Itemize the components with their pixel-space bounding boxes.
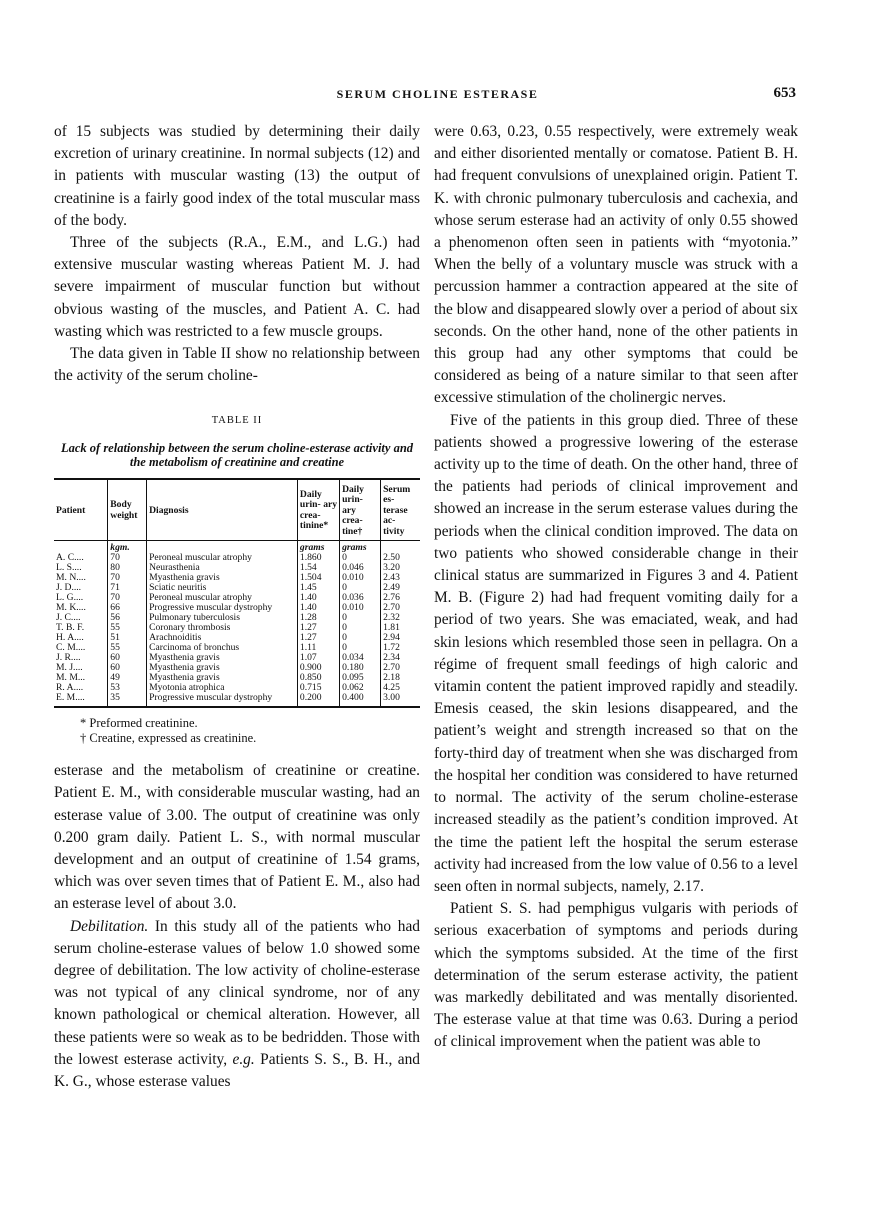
paragraph-text: Patients S. S., B. H., and K. G., whose esterase values bbox=[54, 1050, 420, 1090]
cell-esterase: 2.70 bbox=[381, 603, 420, 613]
cell-diagnosis: Carcinoma of bronchus bbox=[147, 643, 298, 653]
cell-diagnosis: Progressive muscular dystrophy bbox=[147, 693, 298, 707]
table-row bbox=[54, 693, 420, 707]
cell-creatine: 0 bbox=[340, 583, 381, 593]
cell-creatinine: 0.900 bbox=[297, 663, 339, 673]
cell-creatine: 0.010 bbox=[340, 573, 381, 583]
cell-creatinine: 1.54 bbox=[297, 563, 339, 573]
paragraph: The data given in Table II show no relationship between the activity of the serum choline- bbox=[54, 345, 420, 385]
data-table bbox=[54, 478, 420, 709]
cell-creatine: 0 bbox=[340, 633, 381, 643]
paragraph: Patient S. S. had pemphigus vulgaris with periods of serious exacerbation of symptoms and periods during which the symptoms subsided. At the time of the first determination of the serum esterase activity, the patient was markedly debilitated and was mentally disoriented. The esterase value at that time was 0.63. During a period of clinical improvement when the patient was able to bbox=[434, 900, 798, 1051]
table-ii bbox=[54, 410, 420, 708]
cell-diagnosis: Peroneal muscular atrophy bbox=[147, 553, 298, 563]
cell-diagnosis: Pulmonary tuberculosis bbox=[147, 613, 298, 623]
right-column bbox=[434, 121, 798, 1054]
cell-weight: 55 bbox=[108, 643, 147, 653]
table-footnotes bbox=[54, 716, 420, 746]
table-label: TABLE II bbox=[211, 415, 263, 427]
cell-weight: 55 bbox=[108, 623, 147, 633]
cell-patient: J. C.... bbox=[56, 612, 81, 624]
table-row bbox=[54, 663, 420, 673]
cell-creatine: 0.062 bbox=[340, 683, 381, 693]
table-row bbox=[54, 643, 420, 653]
cell-esterase: 1.81 bbox=[381, 623, 420, 633]
cell-weight: 60 bbox=[108, 663, 147, 673]
cell-weight: 70 bbox=[108, 553, 147, 563]
cell-diagnosis: Myasthenia gravis bbox=[147, 573, 298, 583]
cell-patient: A. C.... bbox=[56, 552, 84, 564]
cell-patient: R. A.... bbox=[56, 682, 84, 694]
paragraph: Three of the subjects (R.A., E.M., and L.G.) had extensive muscular wasting whereas Patient M. J. had severe impairment of muscular function but without obvious wasting of the muscles, and Patient A. C. had wasting which was restricted to a few muscle groups. bbox=[54, 234, 420, 340]
cell-diagnosis: Coronary thrombosis bbox=[147, 623, 298, 633]
cell-creatinine: 1.860 bbox=[297, 553, 339, 563]
cell-weight: 66 bbox=[108, 603, 147, 613]
footnote: * Preformed creatinine. bbox=[80, 716, 198, 731]
cell-weight: 56 bbox=[108, 613, 147, 623]
cell-weight: 53 bbox=[108, 683, 147, 693]
table-row bbox=[54, 553, 420, 563]
cell-weight: 49 bbox=[108, 673, 147, 683]
paragraph: esterase and the metabolism of creatinine or creatine. Patient E. M., with considerable muscular wasting, had an esterase value of 3.00. The output of creatinine was only 0.200 gram daily. Patient L. S., with normal muscular development and an output of creatinine of 1.54 grams, which was over seven times that of Patient E. M., also had an esterase level of about 3.0. bbox=[54, 762, 420, 913]
cell-diagnosis: Arachnoiditis bbox=[147, 633, 298, 643]
cell-patient: J. R.... bbox=[56, 652, 81, 664]
cell-diagnosis: Progressive muscular dystrophy bbox=[147, 603, 298, 613]
cell-patient: H. A.... bbox=[56, 632, 84, 644]
running-head bbox=[0, 87, 875, 107]
cell-esterase: 2.32 bbox=[381, 613, 420, 623]
cell-creatinine: 1.11 bbox=[297, 643, 339, 653]
col-header-diagnosis: Diagnosis bbox=[147, 479, 298, 541]
paragraph: Five of the patients in this group died. Three of these patients showed a progressive lowering of the esterase activity up to the time of death. On the other hand, three of the patients had periods of clinical improvement and showed an increase in the serum esterase values during the periods when the clinical condition improved. The data on two patients who showed considerable change in their clinical status are summarized in Figures 3 and 4. Patient M. B. (Figure 2) had had frequent vomiting daily for a period of two years. She was emaciated, weak, and had skin lesions which resembled those seen in pellagra. On a régime of frequent small feedings of high caloric and vitamin content the patient improved rapidly and steadily. Emesis ceased, the skin lesions disappeared, and the patient’s weight and strength increased so that on the forty-third day of treatment when she was discharged from the hospital her condition was considered to have returned to normal. The activity of the serum choline-esterase increased steadily as the patient’s condition improved. At the time the patient left the hospital the serum esterase activity had increased from the low value of 0.56 to a level seen often in normal subjects, namely, 2.17. bbox=[434, 411, 798, 895]
cell-creatine: 0.095 bbox=[340, 673, 381, 683]
table-header-row bbox=[54, 479, 420, 541]
cell-creatinine: 1.27 bbox=[297, 623, 339, 633]
cell-creatinine: 1.40 bbox=[297, 603, 339, 613]
cell-weight: 80 bbox=[108, 563, 147, 573]
unit-body-weight: kgm. bbox=[108, 541, 147, 554]
cell-creatine: 0.180 bbox=[340, 663, 381, 673]
cell-diagnosis: Myasthenia gravis bbox=[147, 663, 298, 673]
cell-diagnosis: Myotonia atrophica bbox=[147, 683, 298, 693]
paragraph-text: In this study all of the patients who had serum choline-esterase values of below 1.0 showed some degree of debilitation. The low activity of choline-esterase was not typical of any clinical syndrome, nor of any known pathological or chemical alteration. However, all these patients were so weak as to be bedridden. Those with the lowest esterase activity, bbox=[54, 917, 420, 1068]
cell-diagnosis: Sciatic neuritis bbox=[147, 583, 298, 593]
table-row bbox=[54, 673, 420, 683]
cell-esterase: 1.72 bbox=[381, 643, 420, 653]
cell-creatine: 0.400 bbox=[340, 693, 381, 707]
table-row bbox=[54, 653, 420, 663]
running-title: SERUM CHOLINE ESTERASE bbox=[336, 87, 539, 101]
cell-esterase: 2.43 bbox=[381, 573, 420, 583]
cell-esterase: 2.49 bbox=[381, 583, 420, 593]
abbreviation: e.g. bbox=[232, 1050, 255, 1068]
unit-creatinine: grams bbox=[297, 541, 339, 554]
cell-diagnosis: Myasthenia gravis bbox=[147, 673, 298, 683]
table-row bbox=[54, 563, 420, 573]
col-header-body-weight: Body weight bbox=[108, 479, 147, 541]
cell-patient: M. N.... bbox=[56, 572, 86, 584]
paragraph bbox=[54, 916, 420, 1094]
cell-creatine: 0.010 bbox=[340, 603, 381, 613]
col-header-creatinine: Daily urin- ary crea- tinine* bbox=[297, 479, 339, 541]
cell-esterase: 2.94 bbox=[381, 633, 420, 643]
paragraph: were 0.63, 0.23, 0.55 respectively, were extremely weak and either disoriented mentally or comatose. Patient B. H. had frequent convulsions of unexplained origin. Patient T. K. with chronic pulmonary tuberculosis and cachexia, and whose serum esterase had an activity of only 0.55 showed a phenomenon often seen in patients with “myotonia.” When the belly of a voluntary muscle was struck with a percussion hammer a contraction appeared at the site of the blow and disappeared slowly over a period of about six seconds. On the other hand, none of the other patients in this group had any other symptoms that could be considered as being of a nature similar to that seen after excessive stimulation of the cholinergic nerves. bbox=[434, 123, 798, 407]
cell-patient: J. D.... bbox=[56, 582, 82, 594]
cell-esterase: 3.20 bbox=[381, 563, 420, 573]
cell-creatine: 0 bbox=[340, 553, 381, 563]
cell-creatinine: 0.715 bbox=[297, 683, 339, 693]
cell-patient: C. M.... bbox=[56, 642, 86, 654]
cell-esterase: 2.34 bbox=[381, 653, 420, 663]
cell-patient: M. J.... bbox=[56, 662, 83, 674]
cell-creatine: 0.046 bbox=[340, 563, 381, 573]
cell-creatinine: 1.28 bbox=[297, 613, 339, 623]
col-header-patient: Patient bbox=[54, 479, 108, 541]
cell-creatinine: 0.200 bbox=[297, 693, 339, 707]
cell-patient: T. B. F. bbox=[56, 622, 85, 634]
cell-creatinine: 1.504 bbox=[297, 573, 339, 583]
col-header-creatine: Daily urin- ary crea- tine† bbox=[340, 479, 381, 541]
footnote: † Creatine, expressed as creatinine. bbox=[80, 731, 257, 746]
cell-creatinine: 1.07 bbox=[297, 653, 339, 663]
cell-creatine: 0.036 bbox=[340, 593, 381, 603]
cell-creatinine: 1.40 bbox=[297, 593, 339, 603]
cell-esterase: 2.76 bbox=[381, 593, 420, 603]
cell-diagnosis: Neurasthenia bbox=[147, 563, 298, 573]
cell-weight: 70 bbox=[108, 593, 147, 603]
cell-patient: M. K.... bbox=[56, 602, 86, 614]
unit-creatine: grams bbox=[340, 541, 381, 554]
cell-creatine: 0 bbox=[340, 613, 381, 623]
cell-esterase: 4.25 bbox=[381, 683, 420, 693]
cell-weight: 51 bbox=[108, 633, 147, 643]
section-run-in-heading: Debilitation. bbox=[70, 917, 149, 935]
cell-creatinine: 1.27 bbox=[297, 633, 339, 643]
cell-esterase: 2.50 bbox=[381, 553, 420, 563]
cell-creatinine: 1.45 bbox=[297, 583, 339, 593]
cell-creatine: 0 bbox=[340, 623, 381, 633]
cell-diagnosis: Peroneal muscular atrophy bbox=[147, 593, 298, 603]
cell-weight: 70 bbox=[108, 573, 147, 583]
cell-weight: 71 bbox=[108, 583, 147, 593]
cell-esterase: 2.70 bbox=[381, 663, 420, 673]
cell-esterase: 2.18 bbox=[381, 673, 420, 683]
paragraph: of 15 subjects was studied by determining their daily excretion of urinary creatinine. In normal subjects (12) and in patients with muscular wasting (13) the output of creatinine is a fairly good index of the total muscular mass of the body. bbox=[54, 123, 420, 229]
cell-patient: M. M... bbox=[56, 672, 86, 684]
cell-patient: E. M.... bbox=[54, 693, 108, 707]
col-header-esterase: Serum es- terase ac- tivity bbox=[381, 479, 420, 541]
cell-creatinine: 0.850 bbox=[297, 673, 339, 683]
cell-creatine: 0.034 bbox=[340, 653, 381, 663]
cell-esterase: 3.00 bbox=[381, 693, 420, 707]
cell-patient: L. S.... bbox=[56, 562, 82, 574]
cell-creatine: 0 bbox=[340, 643, 381, 653]
cell-weight: 60 bbox=[108, 653, 147, 663]
table-row bbox=[54, 573, 420, 583]
table-caption: Lack of relationship between the serum choline-esterase activity and the metabolism of creatinine and creatine bbox=[60, 440, 414, 469]
cell-diagnosis: Myasthenia gravis bbox=[147, 653, 298, 663]
cell-weight: 35 bbox=[108, 693, 147, 707]
table-row bbox=[54, 623, 420, 633]
table-row bbox=[54, 613, 420, 623]
cell-patient: L. G.... bbox=[56, 592, 84, 604]
left-column bbox=[54, 121, 420, 1093]
page-number: 653 bbox=[773, 85, 796, 101]
